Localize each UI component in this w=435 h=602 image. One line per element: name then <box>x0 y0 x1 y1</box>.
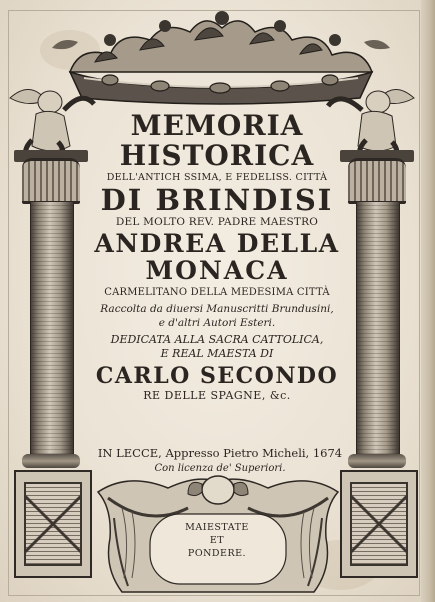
motto <box>150 522 284 560</box>
column-pedestal <box>340 470 418 578</box>
left-column <box>14 150 88 580</box>
dedication-line: DEDICATA ALLA SACRA CATTOLICA, <box>110 333 324 346</box>
subtitle-line: DELL'ANTICH SSIMA, E FEDELISS. CITTÀ <box>106 172 328 183</box>
column-shaft <box>356 202 400 454</box>
dedication-line: E REAL MAESTA DI <box>160 347 274 360</box>
sources-line: Raccolta da diuersi Manuscritti Brundusini, <box>100 303 334 315</box>
title-line: DI BRINDISI <box>100 182 334 217</box>
sources-line: e d'altri Autori Esteri. <box>158 316 276 329</box>
column-pedestal <box>14 470 92 578</box>
dedicatee-line: CARLO SECONDO <box>95 363 339 389</box>
author-name-line: ANDREA DELLA <box>94 229 340 258</box>
cherub-figure <box>6 80 96 160</box>
corinthian-capital <box>348 158 406 204</box>
right-column <box>340 150 414 580</box>
motto-line: MAIESTATE <box>185 522 249 533</box>
column-shaft <box>30 202 74 454</box>
pedestal-panel <box>350 482 408 566</box>
title-block <box>88 109 346 402</box>
motto-line: PONDERE. <box>187 547 247 559</box>
author-intro-line: DEL MOLTO REV. PADRE MAESTRO <box>115 215 319 228</box>
imprint-line: IN LECCE, Appresso Pietro Micheli, 1674 <box>97 446 343 460</box>
title-line: HISTORICA <box>119 139 315 172</box>
corinthian-capital <box>22 158 80 204</box>
author-name-line: MONACA <box>145 256 289 285</box>
dedicatee-title-line: RE DELLE SPAGNE, &c. <box>143 389 291 402</box>
pedestal-panel <box>24 482 82 566</box>
title-line: MEMORIA <box>130 109 304 142</box>
license-line: Con licenza de' Superiori. <box>154 463 286 474</box>
author-description-line: CARMELITANO DELLA MEDESIMA CITTÀ <box>104 287 330 298</box>
motto-line: ET <box>209 534 225 546</box>
